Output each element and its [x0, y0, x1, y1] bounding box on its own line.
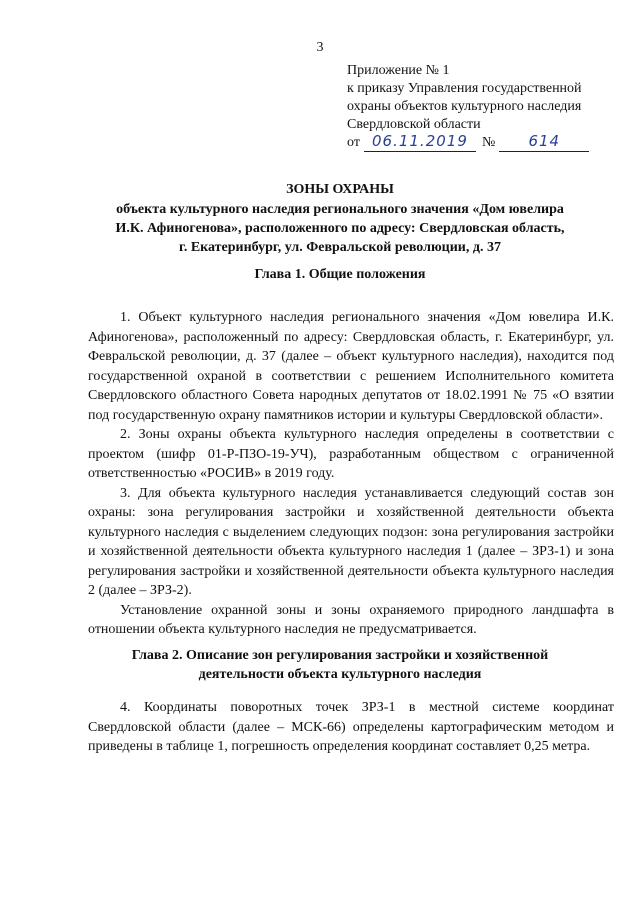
paragraph: 2. Зоны охраны объекта культурного наследия определены в соответствии с проектом (шифр 01-Р-ПЗО-19-УЧ), разработанным обществом с ограниченной ответственностью «РОСИВ» в 2019 году.: [88, 427, 614, 481]
appendix-header: [347, 62, 627, 152]
appendix-line: охраны объектов культурного наследия: [347, 99, 582, 114]
document-title: [60, 180, 620, 257]
order-date-handwritten: 06.11.2019: [371, 132, 468, 150]
number-label: №: [481, 135, 496, 150]
title-main: ЗОНЫ ОХРАНЫ: [286, 182, 394, 197]
order-number-field: [499, 134, 589, 152]
appendix-line: к приказу Управления государственной: [347, 81, 582, 96]
order-date-number-line: [347, 134, 627, 152]
paragraph: 3. Для объекта культурного наследия устанавливается следующий состав зон охраны: зона регулирования застройки и хозяйственной деятельности объекта культурного наследия с выделением следующих подзон: зона регулирования застройки и хозяйственной деятельности объекта культурного наследия 1 (далее – ЗРЗ-1) и зона регулирования застройки и хозяйственной деятельности объекта культурного наследия 2 (далее – ЗРЗ-2).: [88, 485, 614, 598]
chapter-1-heading: Глава 1. Общие положения: [254, 267, 426, 282]
paragraph: 4. Координаты поворотных точек ЗРЗ-1 в местной системе координат Свердловской области (далее – МСК-66) определены картографическим методом и приведены в таблице 1, погрешность определения координат составляет 0,25 метра.: [88, 700, 614, 754]
from-label: от: [347, 135, 360, 150]
chapter-1-body: [88, 308, 614, 640]
chapter-2-body: [88, 698, 614, 757]
chapter-2-heading-line: деятельности объекта культурного наследия: [198, 667, 482, 682]
page-number: 3: [316, 40, 324, 55]
appendix-line: Свердловской области: [347, 117, 481, 132]
title-line: И.К. Афиногенова», расположенного по адресу: Свердловская область,: [115, 221, 565, 236]
order-date-field: [364, 134, 476, 152]
chapter-2-heading-line: Глава 2. Описание зон регулирования застройки и хозяйственной: [131, 648, 549, 663]
paragraph: 1. Объект культурного наследия регионального значения «Дом ювелира И.К. Афиногенова», расположенный по адресу: Свердловская область, г. Екатеринбург, ул. Февральской революции, д. 37 (далее – объект культурного наследия), находится под государственной охраной в соответствии с решением Исполнительного комитета Свердловского областного Совета народных депутатов от 18.02.1991 № 75 «О взятии под государственную охрану памятников истории и культуры Свердловской области».: [88, 310, 614, 423]
chapter-2-heading: [60, 646, 620, 684]
paragraph: Установление охранной зоны и зоны охраняемого природного ландшафта в отношении объекта культурного наследия не предусматривается.: [88, 602, 614, 637]
title-line: г. Екатеринбург, ул. Февральской революции, д. 37: [179, 240, 501, 255]
order-number-handwritten: 614: [528, 132, 561, 150]
appendix-line: Приложение № 1: [347, 63, 450, 78]
title-line: объекта культурного наследия регионального значения «Дом ювелира: [116, 202, 564, 217]
